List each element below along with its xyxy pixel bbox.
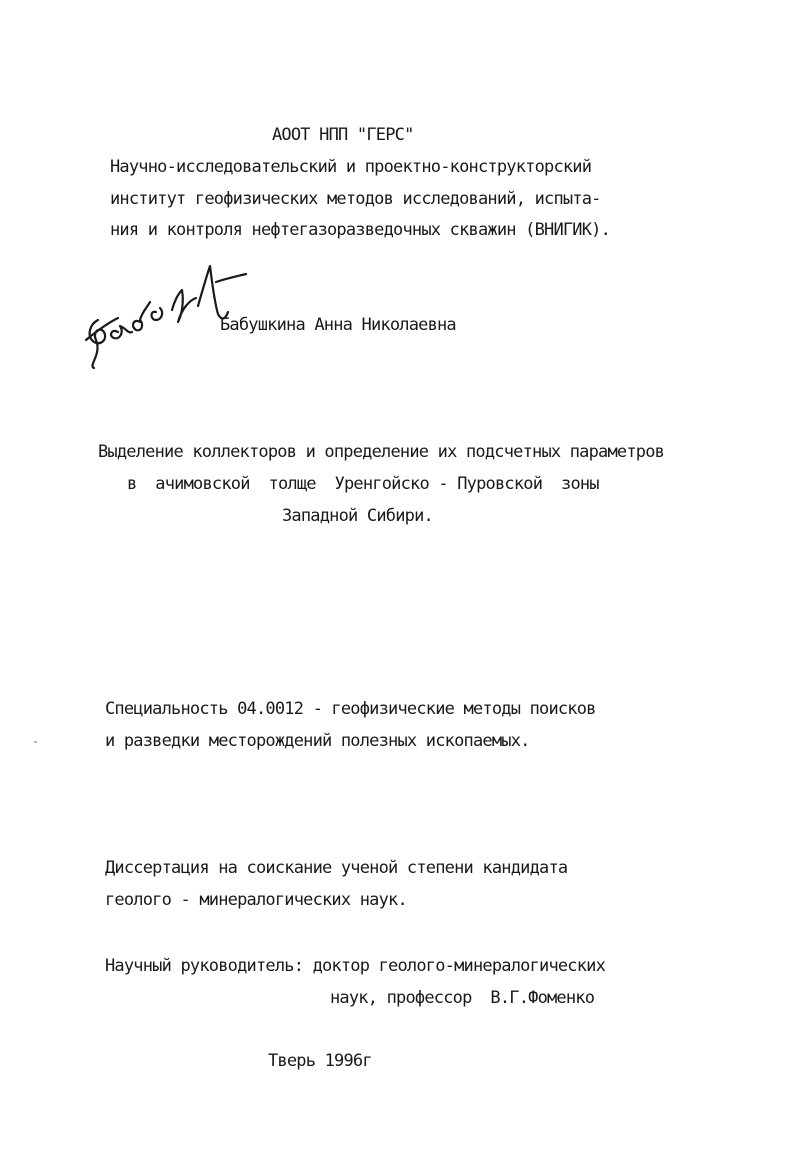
supervisor-line-2: наук, профессор В.Г.Фоменко	[330, 988, 595, 1008]
institute-line-1: Научно-исследовательский и проектно-конструкторский	[110, 157, 592, 177]
author-name: Бабушкина Анна Николаевна	[220, 315, 456, 335]
dissertation-title-line-2: в ачимовской толще Уренгойско - Пуровской зоны	[127, 474, 599, 494]
organization-name: АООТ НПП "ГЕРС"	[272, 125, 414, 145]
supervisor-line-1: Научный руководитель: доктор геолого-минералогических	[105, 956, 606, 976]
institute-line-3: ния и контроля нефтегазоразведочных скважин (ВНИГИК).	[110, 220, 611, 240]
dissertation-statement-line-2: геолого - минералогических наук.	[105, 890, 407, 910]
scan-speck	[34, 741, 37, 743]
institute-line-2: институт геофизических методов исследований, испыта-	[110, 189, 601, 209]
city-year: Тверь 1996г	[268, 1051, 372, 1071]
dissertation-statement-line-1: Диссертация на соискание ученой степени кандидата	[105, 858, 568, 878]
specialty-line-1: Специальность 04.0012 - геофизические методы поисков	[105, 699, 596, 719]
dissertation-title-line-3: Западной Сибири.	[282, 506, 433, 526]
specialty-line-2: и разведки месторождений полезных ископаемых.	[105, 731, 530, 751]
dissertation-title-line-1: Выделение коллекторов и определение их подсчетных параметров	[98, 442, 665, 462]
